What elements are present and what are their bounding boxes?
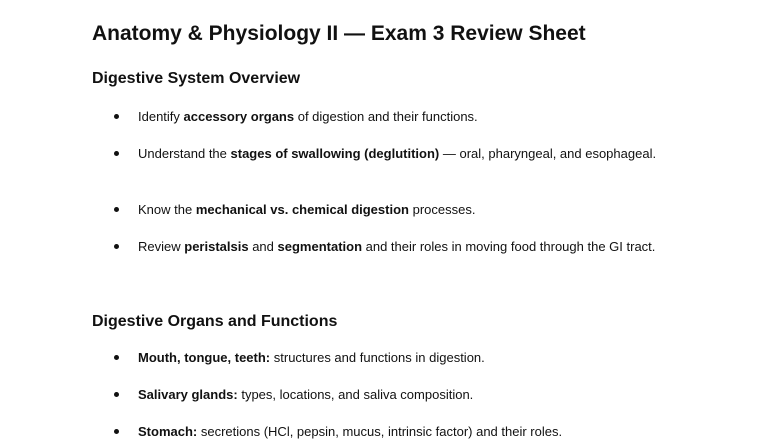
list-item-text: Mouth, tongue, teeth: structures and functions in digestion. (138, 350, 485, 365)
list-item (112, 144, 672, 163)
bullet-icon (114, 392, 119, 397)
list-item-text: Identify accessory organs of digestion and their functions. (138, 109, 478, 124)
section-heading-digestive-system-overview: Digestive System Overview (92, 70, 301, 87)
list-item (112, 385, 672, 404)
list-item-text: Review peristalsis and segmentation and their roles in moving food through the GI tract. (138, 239, 656, 254)
bullet-icon (114, 244, 119, 249)
bullet-icon (114, 429, 119, 434)
bullet-icon (114, 207, 119, 212)
list-item (112, 348, 672, 367)
list-item (112, 200, 672, 219)
list-item-text: Salivary glands: types, locations, and saliva composition. (138, 387, 474, 402)
list-item (112, 422, 672, 441)
list-item-text: Understand the stages of swallowing (deglutition) — oral, pharyngeal, and esophageal. (138, 146, 657, 161)
bullet-icon (114, 355, 119, 360)
list-item (112, 237, 672, 256)
section-heading-digestive-organs-and-functions: Digestive Organs and Functions (92, 313, 338, 330)
list-item (112, 107, 672, 126)
bullet-icon (114, 114, 119, 119)
list-item-text: Know the mechanical vs. chemical digestion processes. (138, 202, 476, 217)
list-item-text: Stomach: secretions (HCl, pepsin, mucus, intrinsic factor) and their roles. (138, 424, 563, 439)
document-title: Anatomy & Physiology II — Exam 3 Review Sheet (92, 22, 586, 45)
bullet-icon (114, 151, 119, 156)
